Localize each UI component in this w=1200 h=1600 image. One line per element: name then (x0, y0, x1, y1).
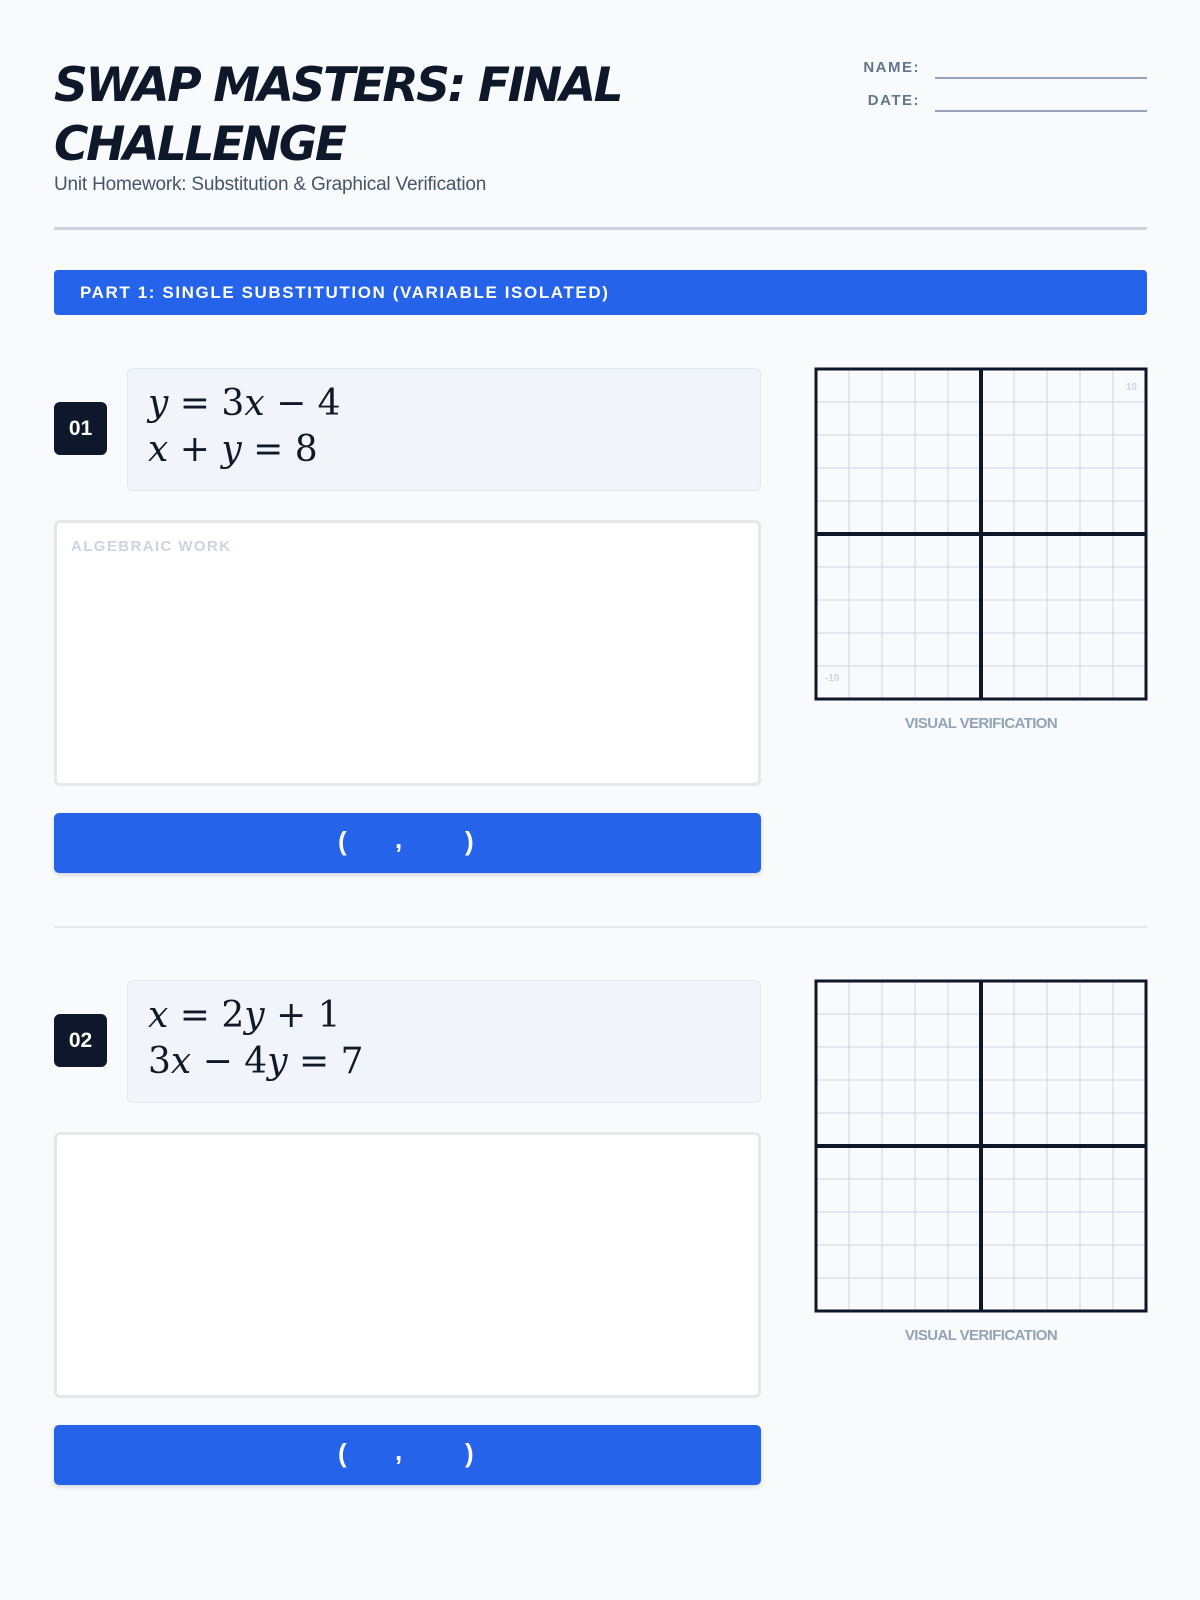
header-divider (54, 227, 1147, 230)
graph-panel (814, 979, 1148, 1344)
problem-card (54, 980, 1147, 1500)
worksheet-page (54, 0, 1147, 1600)
answer-open-paren: ( (338, 826, 347, 856)
name-field[interactable] (847, 56, 1147, 80)
graph-caption: VISUAL VERIFICATION (904, 1327, 1058, 1344)
work-area-label: ALGEBRAIC WORK (71, 538, 232, 555)
page-title: SWAP MASTERS: FINAL CHALLENGE (54, 58, 622, 172)
name-input-line[interactable] (935, 77, 1147, 79)
equation-line: x + y = 8 (148, 429, 318, 470)
axis-min-label: -10 (825, 673, 840, 684)
equation-line: y = 3x − 4 (148, 383, 341, 424)
equation-line: 3x − 4y = 7 (148, 1041, 364, 1082)
date-input-line[interactable] (935, 110, 1147, 112)
problem-card (54, 368, 1147, 888)
answer-close-paren: ) (465, 826, 474, 856)
coordinate-grid[interactable] (814, 979, 1148, 1313)
algebraic-work-area[interactable] (54, 520, 761, 786)
equation-system (127, 368, 761, 491)
answer-open-paren: ( (338, 1438, 347, 1468)
answer-bar[interactable] (54, 1425, 761, 1485)
coordinate-grid[interactable] (814, 367, 1148, 701)
page-subtitle: Unit Homework: Substitution & Graphical Verification (54, 174, 487, 195)
answer-close-paren: ) (465, 1438, 474, 1468)
equation-line: x = 2y + 1 (148, 995, 341, 1036)
algebraic-work-area[interactable] (54, 1132, 761, 1398)
problem-number-badge: 02 (54, 1014, 107, 1067)
answer-bar[interactable] (54, 813, 761, 873)
section-banner: PART 1: SINGLE SUBSTITUTION (VARIABLE ISOLATED) (54, 270, 1147, 315)
date-label: DATE: (867, 92, 920, 109)
axis-max-label: 10 (1125, 382, 1137, 393)
problem-number-badge: 01 (54, 402, 107, 455)
answer-comma: , (395, 1436, 403, 1466)
equation-system (127, 980, 761, 1103)
problem-divider (54, 926, 1147, 928)
date-field[interactable] (847, 89, 1147, 113)
graph-panel (814, 367, 1148, 732)
answer-comma: , (395, 824, 403, 854)
graph-caption: VISUAL VERIFICATION (904, 715, 1058, 732)
name-label: NAME: (863, 59, 920, 76)
